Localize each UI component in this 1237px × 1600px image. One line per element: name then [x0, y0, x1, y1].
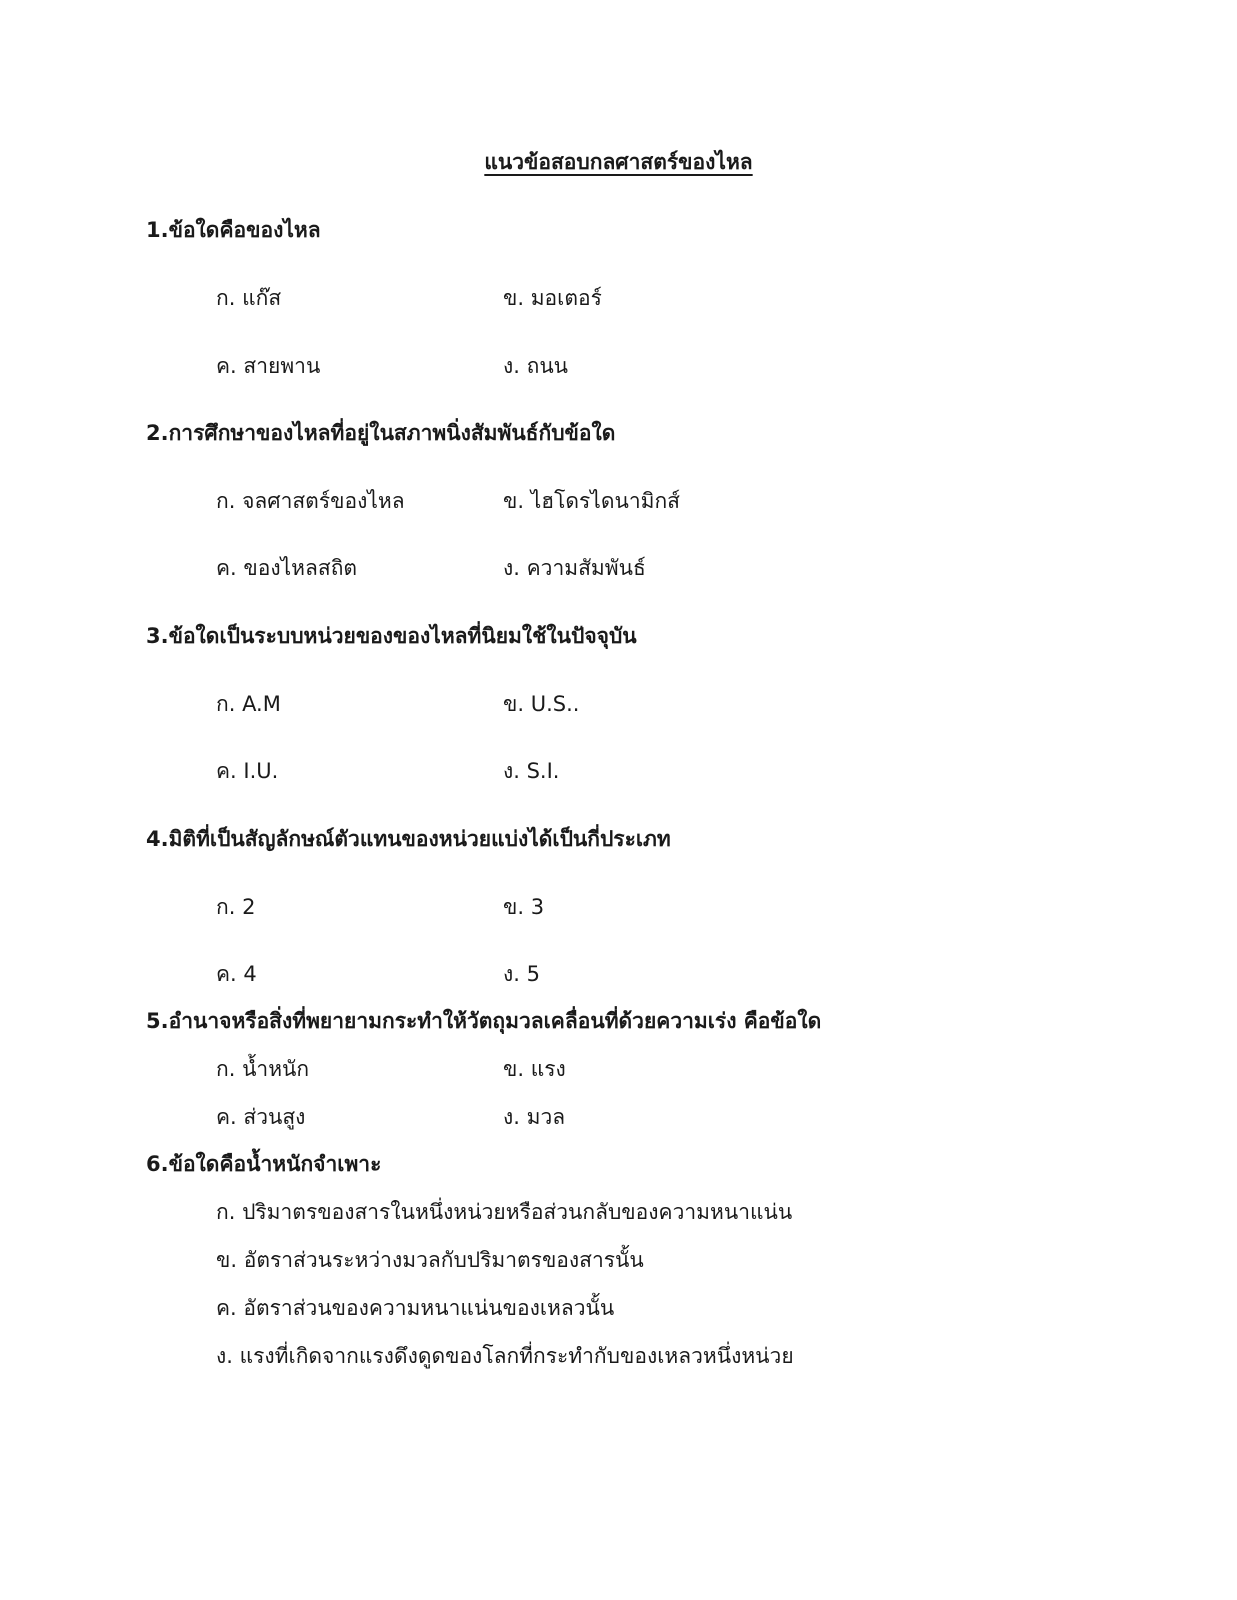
page-title: แนวข้อสอบกลศาสตร์ของไหล: [484, 150, 753, 174]
q3-option-c: ค. I.U.: [216, 759, 279, 783]
q4-option-d: ง. 5: [503, 962, 540, 986]
q2-option-c: ค. ของไหลสถิต: [216, 556, 358, 580]
q4-option-b: ข. 3: [503, 895, 545, 919]
q6-option-d: ง. แรงที่เกิดจากแรงดึงดูดของโลกที่กระทำกับของเหลวหนึ่งหน่วย: [216, 1344, 794, 1368]
question-2: 2.การศึกษาของไหลที่อยู่ในสภาพนิ่งสัมพันธ์กับข้อใด: [146, 421, 616, 445]
question-3: 3.ข้อใดเป็นระบบหน่วยของของไหลที่นิยมใช้ในปัจจุบัน: [146, 624, 637, 648]
q6-option-c: ค. อัตราส่วนของความหนาแน่นของเหลวนั้น: [216, 1296, 615, 1320]
q4-option-c: ค. 4: [216, 962, 257, 986]
q5-option-a: ก. น้ำหนัก: [216, 1057, 310, 1081]
question-4: 4.มิติที่เป็นสัญลักษณ์ตัวแทนของหน่วยแบ่งได้เป็นกี่ประเภท: [146, 827, 671, 851]
q4-option-a: ก. 2: [216, 895, 256, 919]
q2-option-a: ก. จลศาสตร์ของไหล: [216, 489, 405, 513]
question-5: 5.อำนาจหรือสิ่งที่พยายามกระทำให้วัตถุมวลเคลื่อนที่ด้วยความเร่ง คือข้อใด: [146, 1009, 822, 1033]
q3-option-b: ข. U.S..: [503, 692, 580, 716]
question-6: 6.ข้อใดคือน้ำหนักจำเพาะ: [146, 1152, 382, 1176]
q1-option-b: ข. มอเตอร์: [503, 286, 602, 310]
q3-option-a: ก. A.M: [216, 692, 281, 716]
q1-option-d: ง. ถนน: [503, 354, 569, 378]
q2-option-d: ง. ความสัมพันธ์: [503, 556, 646, 580]
q3-option-d: ง. S.I.: [503, 759, 560, 783]
q5-option-d: ง. มวล: [503, 1105, 566, 1129]
q5-option-c: ค. ส่วนสูง: [216, 1105, 306, 1129]
q6-option-b: ข. อัตราส่วนระหว่างมวลกับปริมาตรของสารนั้น: [216, 1248, 644, 1272]
q5-option-b: ข. แรง: [503, 1057, 566, 1081]
q1-option-a: ก. แก๊ส: [216, 286, 282, 310]
q1-option-c: ค. สายพาน: [216, 354, 321, 378]
q2-option-b: ข. ไฮโดรไดนามิกส์: [503, 489, 681, 513]
question-1: 1.ข้อใดคือของไหล: [146, 218, 321, 242]
q6-option-a: ก. ปริมาตรของสารในหนึ่งหน่วยหรือส่วนกลับของความหนาแน่น: [216, 1200, 793, 1224]
